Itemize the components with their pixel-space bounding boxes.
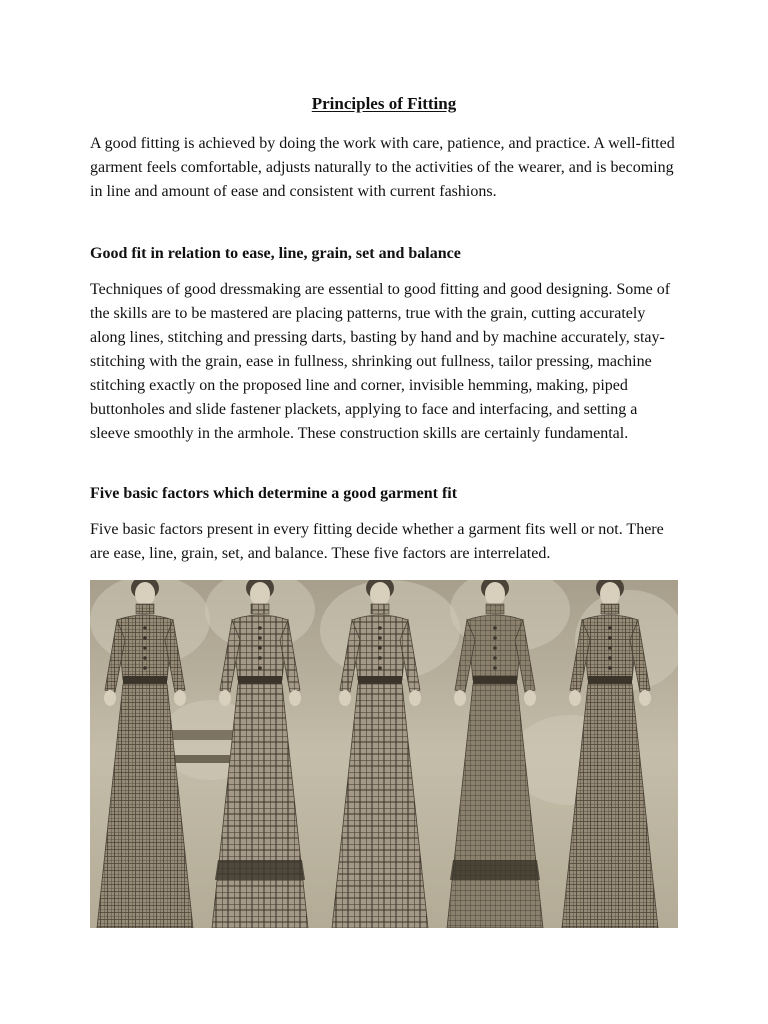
face	[485, 582, 505, 606]
skirt-band	[215, 860, 305, 880]
face	[250, 582, 270, 606]
button	[143, 636, 147, 640]
button	[258, 646, 262, 650]
button	[258, 676, 262, 680]
left-hand	[569, 690, 581, 706]
button	[258, 666, 262, 670]
factors-paragraph: Five basic factors present in every fitting decide whether a garment fits well or not. There are ease, line, grain, set, and balance. These five factors are interrelated.	[90, 521, 664, 562]
skirt-band	[450, 860, 540, 880]
face	[600, 582, 620, 606]
button	[493, 666, 497, 670]
button	[143, 646, 147, 650]
button	[493, 636, 497, 640]
right-hand	[289, 690, 301, 706]
collar	[601, 604, 619, 614]
button	[143, 626, 147, 630]
dress-illustration-svg	[90, 580, 678, 928]
collar	[371, 604, 389, 614]
right-hand	[524, 690, 536, 706]
section-heading-ease-line: Good fit in relation to ease, line, grain, set and balance	[90, 245, 461, 262]
collar	[251, 604, 269, 614]
button	[378, 636, 382, 640]
page-title: Principles of Fitting	[311, 94, 457, 113]
button	[143, 676, 147, 680]
left-hand	[104, 690, 116, 706]
button	[258, 636, 262, 640]
button	[378, 666, 382, 670]
button	[258, 626, 262, 630]
button	[608, 646, 612, 650]
right-hand	[409, 690, 421, 706]
techniques-paragraph: Techniques of good dressmaking are essential to good fitting and good designing. Some of the skills are to be mastered are placing patterns, true with the grain, cutting accurately along lines, stitching and pressing darts, basting by hand and by machine accurately, stay-stitching with the grain, ease in fullness, shrinking out fullness, tailor pressing, machine stitching exactly on the proposed line and corner, invisible hemming, making, piped buttonholes and slide fastener plackets, applying to face and interfacing, and setting a sleeve smoothly in the armhole. These construction skills are certainly fundamental.	[90, 281, 671, 442]
button	[143, 666, 147, 670]
button	[608, 636, 612, 640]
face	[135, 582, 155, 606]
collar	[136, 604, 154, 614]
button	[143, 656, 147, 660]
collar	[486, 604, 504, 614]
button	[258, 656, 262, 660]
button	[378, 626, 382, 630]
button	[493, 626, 497, 630]
button	[608, 666, 612, 670]
intro-paragraph: A good fitting is achieved by doing the work with care, patience, and practice. A well-fitted garment feels comfortable, adjusts naturally to the activities of the wearer, and is becoming in line and amount of ease and consistent with current fashions.	[90, 135, 675, 200]
button	[378, 676, 382, 680]
right-hand	[174, 690, 186, 706]
button	[493, 656, 497, 660]
button	[378, 656, 382, 660]
left-hand	[454, 690, 466, 706]
button	[608, 626, 612, 630]
button	[608, 656, 612, 660]
right-hand	[639, 690, 651, 706]
button	[493, 676, 497, 680]
section-heading-five-factors: Five basic factors which determine a good garment fit	[90, 485, 458, 502]
vintage-dress-illustration	[90, 580, 678, 928]
face	[370, 582, 390, 606]
button	[493, 646, 497, 650]
button	[378, 646, 382, 650]
left-hand	[339, 690, 351, 706]
left-hand	[219, 690, 231, 706]
button	[608, 676, 612, 680]
